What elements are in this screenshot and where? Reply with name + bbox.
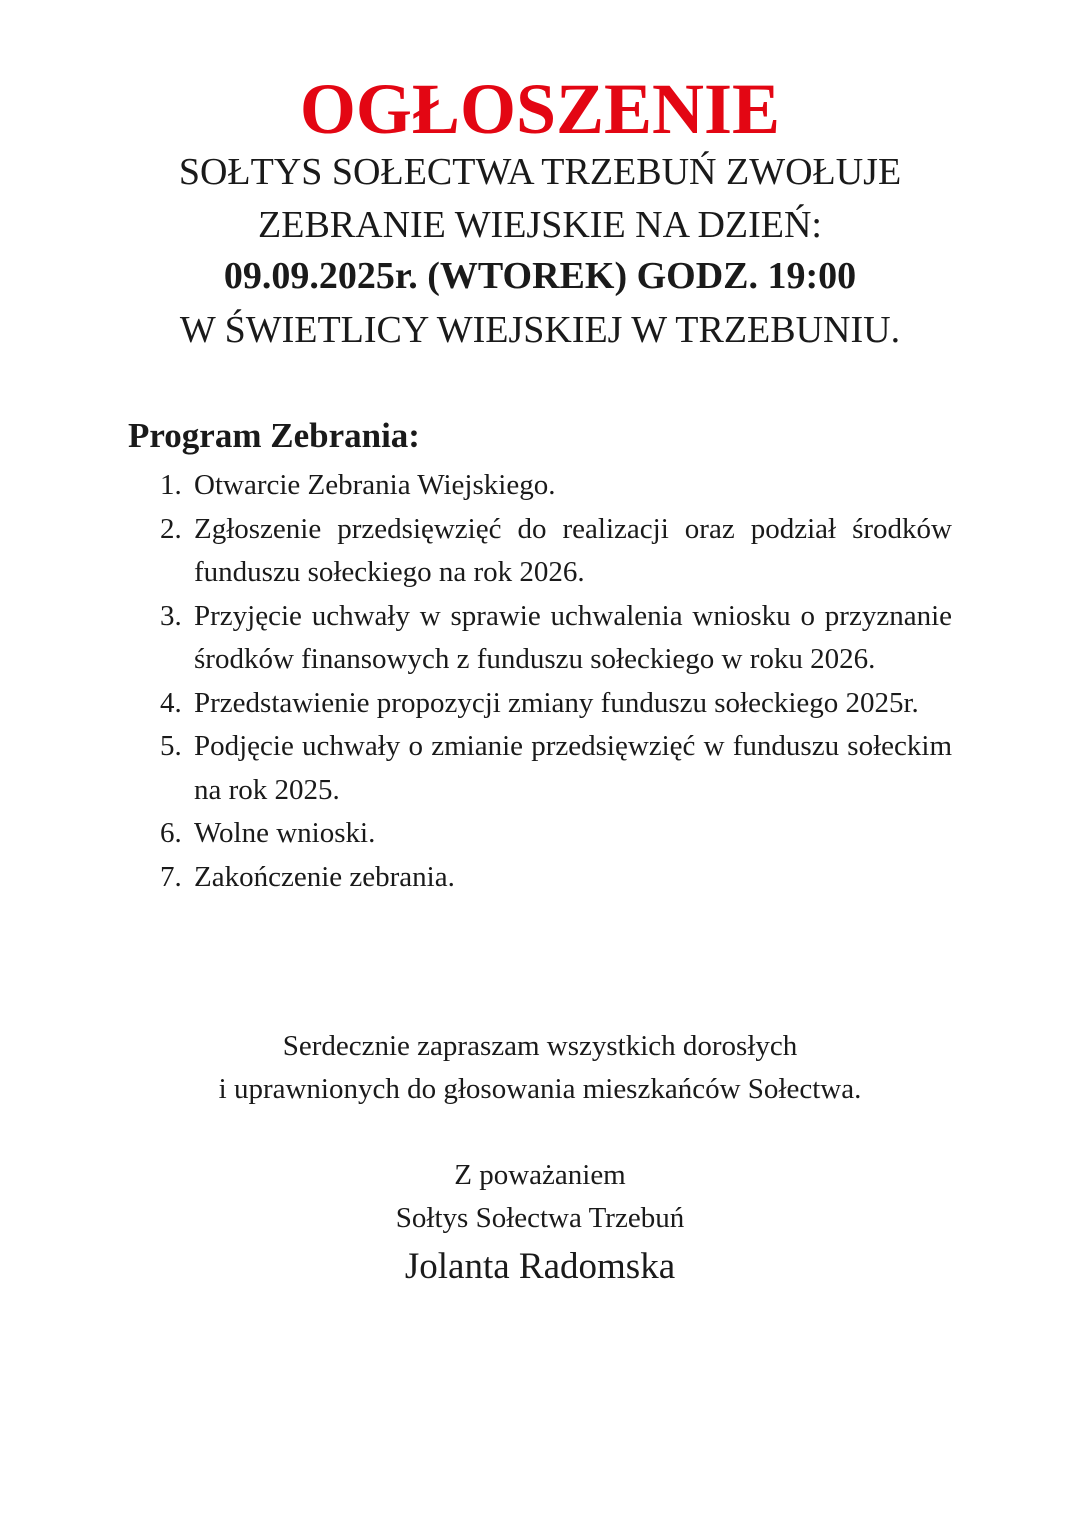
- invitation-line: i uprawnionych do głosowania mieszkańców Sołectwa.: [218, 1073, 862, 1105]
- header-line-convener: SOŁTYS SOŁECTWA TRZEBUŃ ZWOŁUJE: [178, 151, 902, 193]
- agenda-item-5: [160, 725, 952, 812]
- program-heading: Program Zebrania:: [128, 416, 420, 455]
- agenda-item-text: Zakończenie zebrania.: [194, 860, 455, 893]
- agenda-item-number: 5.: [160, 730, 182, 762]
- agenda-item-number: 6.: [160, 817, 182, 849]
- agenda-item-3: [160, 595, 952, 682]
- agenda-item-number: 1.: [160, 469, 182, 501]
- agenda-item-text: Przedstawienie propozycji zmiany funduszu sołeckiego 2025r.: [194, 686, 919, 719]
- invitation-line: Serdecznie zapraszam wszystkich dorosłych: [282, 1030, 798, 1062]
- agenda-item-4: [160, 682, 952, 726]
- agenda-item-number: 4.: [160, 686, 182, 719]
- agenda-item-text: Podjęcie uchwały o zmianie przedsięwzięć w funduszu sołeckim na rok 2025.: [194, 730, 952, 806]
- header-line-date-time: 09.09.2025r. (WTOREK) GODZ. 19:00: [223, 255, 857, 297]
- header-line-location: W ŚWIETLICY WIEJSKIEJ W TRZEBUNIU.: [179, 309, 901, 351]
- agenda-item-number: 7.: [160, 860, 182, 893]
- agenda-item-1: [160, 464, 952, 508]
- announcement-title: OGŁOSZENIE: [299, 69, 781, 149]
- signer-role: Sołtys Sołectwa Trzebuń: [395, 1202, 685, 1234]
- invitation-text: [0, 1025, 1080, 1111]
- agenda-item-7: [160, 856, 952, 900]
- agenda-item-text: Przyjęcie uchwały w sprawie uchwalenia wniosku o przyznanie środków finansowych z funduszu sołeckiego w roku 2026.: [194, 599, 952, 675]
- regards-block: [0, 1154, 1080, 1240]
- agenda-item-2: [160, 508, 952, 595]
- regards-greeting: Z poważaniem: [454, 1159, 626, 1191]
- agenda-item-text: Zgłoszenie przedsięwzięć do realizacji oraz podział środków funduszu sołeckiego na rok 2026.: [194, 512, 952, 588]
- agenda-item-number: 3.: [160, 599, 182, 632]
- agenda-item-text: Wolne wnioski.: [194, 817, 376, 849]
- header-line-meeting: ZEBRANIE WIEJSKIE NA DZIEŃ:: [258, 204, 822, 246]
- agenda-item-number: 2.: [160, 512, 182, 545]
- agenda-item-6: [160, 812, 952, 856]
- agenda-list: [160, 464, 952, 899]
- signer-name: Jolanta Radomska: [404, 1246, 676, 1287]
- agenda-item-text: Otwarcie Zebrania Wiejskiego.: [194, 469, 556, 501]
